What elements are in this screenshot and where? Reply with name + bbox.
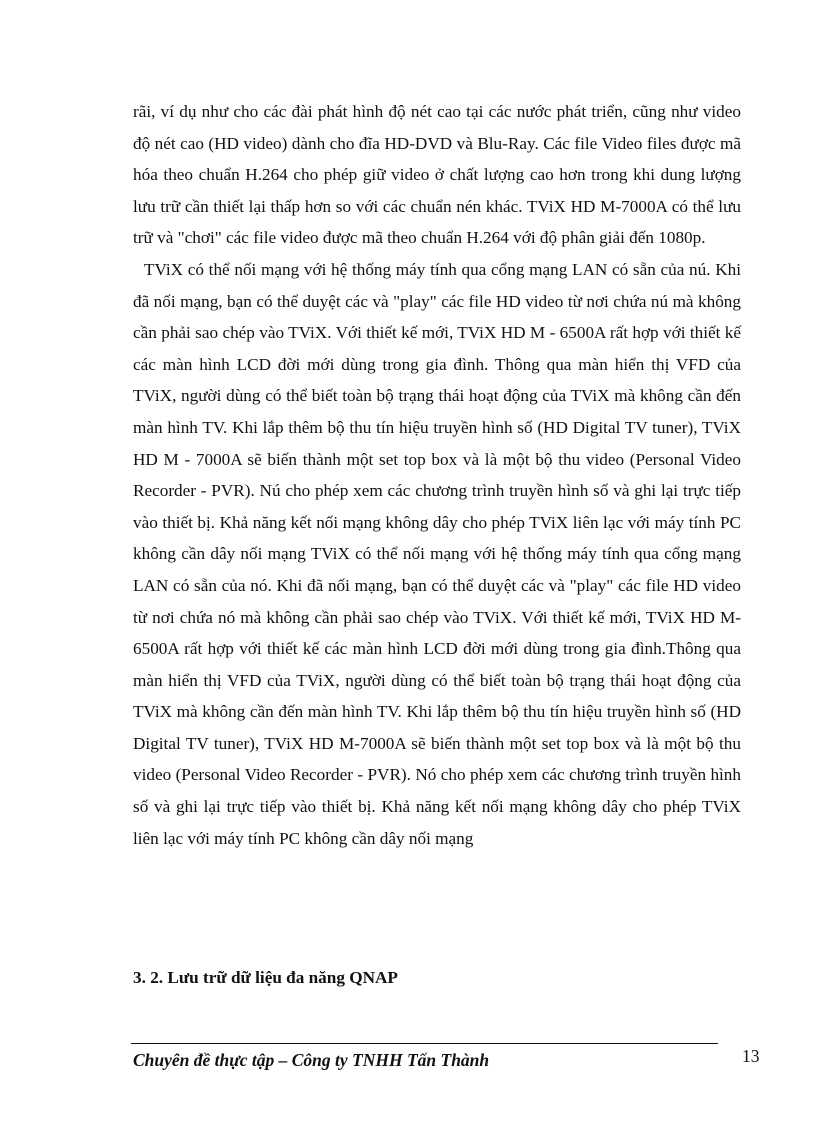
footer-divider [131, 1043, 718, 1044]
section-heading: 3. 2. Lưu trữ dữ liệu đa năng QNAP [133, 968, 398, 987]
paragraph-tvix-network: TViX có thể nối mạng với hệ thống máy tính qua cổng mạng LAN có sẵn của nú. Khi đã nối mạng, bạn có thể duyệt các và "play" các file HD video từ nơi chứa nú mà không cần phải sao chép vào TViX. Với thiết kế mới, TViX HD M - 6500A rất hợp với thiết kế các màn hình LCD đời mới dùng trong gia đình. Thông qua màn hiển thị VFD của TViX, người dùng có thể biết toàn bộ trạng thái hoạt động của TViX mà không cần đến màn hình TV. Khi lắp thêm bộ thu tín hiệu truyền hình số (HD Digital TV tuner), TViX HD M - 7000A sẽ biến thành một set top box và là một bộ thu video (Personal Video Recorder - PVR). Nú cho phép xem các chương trình truyền hình số và ghi lại trực tiếp vào thiết bị. Khả năng kết nối mạng không dây cho phép TViX liên lạc với máy tính PC không cần dây nối mạng TViX có thể nối mạng với hệ thống máy tính qua cổng mạng LAN có sẵn của nó. Khi đã nối mạng, bạn có thể duyệt các và "play" các file HD video từ nơi chứa nó mà không cần phải sao chép vào TViX. Với thiết kế mới, TViX HD M-6500A rất hợp với thiết kế các màn hình LCD đời mới dùng trong gia đình.Thông qua màn hiển thị VFD của TViX, người dùng có thể biết toàn bộ trạng thái hoạt động của TViX mà không cần đến màn hình TV. Khi lắp thêm bộ thu tín hiệu truyền hình số (HD Digital TV tuner), TViX HD M-7000A sẽ biến thành một set top box và là một bộ thu video (Personal Video Recorder - PVR). Nó cho phép xem các chương trình truyền hình số và ghi lại trực tiếp vào thiết bị. Khả năng kết nối mạng không dây cho phép TViX liên lạc với máy tính PC không cần dây nối mạng [133, 259, 741, 848]
body-text [133, 96, 741, 854]
footer-title: Chuyên đề thực tập – Công ty TNHH Tấn Thành [133, 1050, 490, 1070]
paragraph-continuation: rãi, ví dụ như cho các đài phát hình độ nét cao tại các nước phát triển, cũng như video độ nét cao (HD video) dành cho đĩa HD-DVD và Blu-Ray. Các file Video files được mã hóa theo chuẩn H.264 cho phép giữ video ở chất lượng cao hơn trong khi dung lượng lưu trữ cần thiết lại thấp hơn so với các chuẩn nén khác. TViX HD M-7000A có thể lưu trữ và "chơi" các file video được mã theo chuẩn H.264 với độ phân giải đến 1080p. [133, 102, 741, 248]
page-number: 13 [742, 1046, 760, 1066]
